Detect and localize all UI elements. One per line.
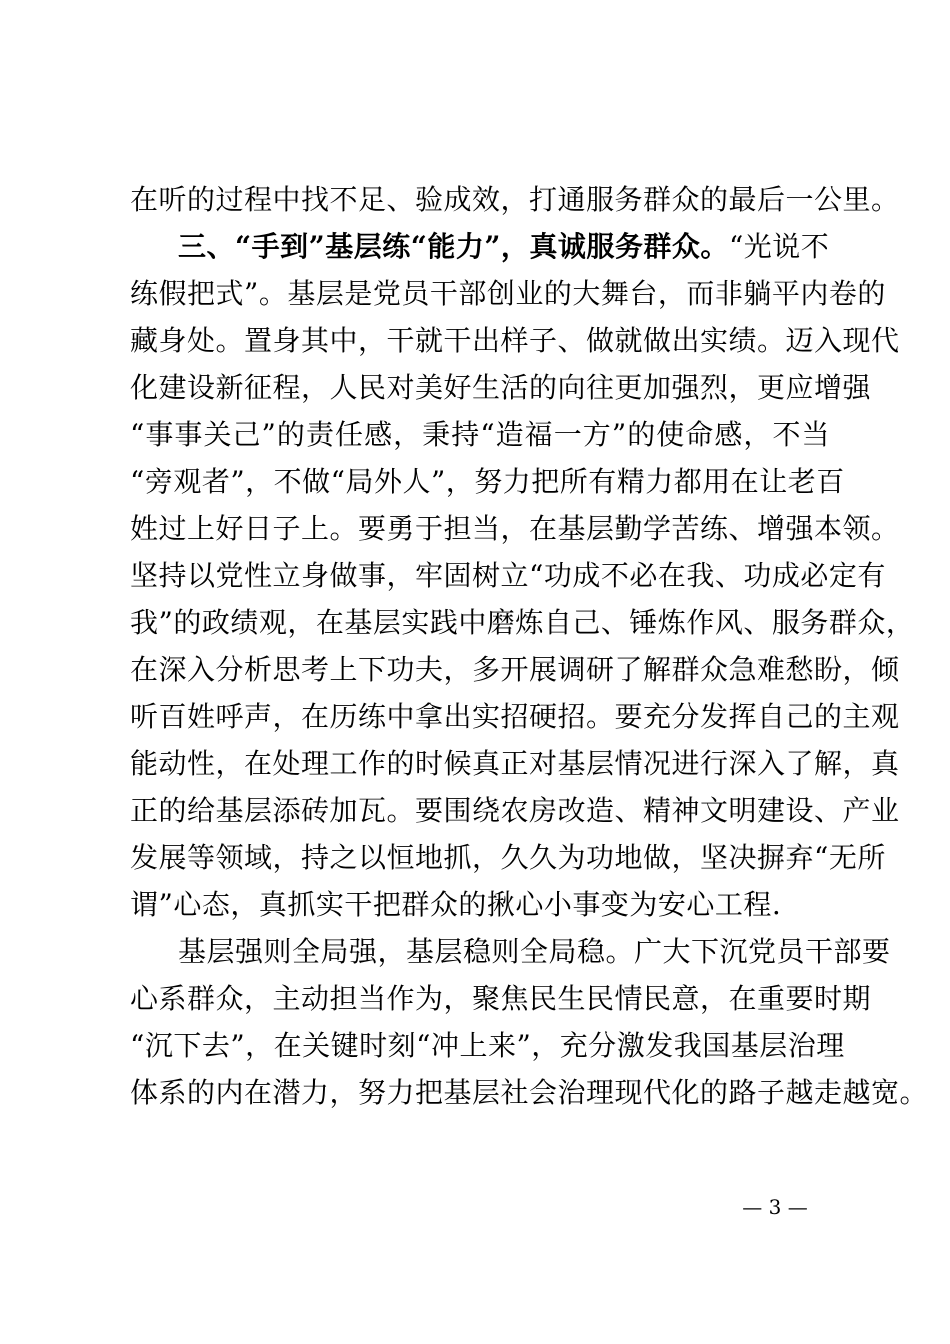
paragraph-2-line-6: “旁观者”，不做“局外人”，努力把所有精力都用在让老百 bbox=[130, 465, 845, 498]
paragraph-2-line-1 bbox=[178, 225, 830, 269]
paragraph-2-line-8: 坚持以党性立身做事，牢固树立“功成不必在我、功成必定有 bbox=[130, 559, 886, 592]
paragraph-2-line-1-rest: “光说不 bbox=[728, 230, 830, 263]
paragraph-2-line-14: 发展等领域，持之以恒地抓，久久为功地做，坚决摒弃“无所 bbox=[130, 841, 886, 874]
paragraph-2-line-15: 谓”心态，真抓实干把群众的揪心小事变为安心工程. bbox=[130, 888, 782, 921]
paragraph-3-line-3: “沉下去”，在关键时刻“冲上来”，充分激发我国基层治理 bbox=[130, 1029, 845, 1062]
paragraph-2-line-4: 化建设新征程，人民对美好生活的向往更加强烈，更应增强 bbox=[130, 371, 872, 404]
paragraph-2-line-11: 听百姓呼声，在历练中拿出实招硬招。要充分发挥自己的主观 bbox=[130, 700, 900, 733]
paragraph-3-line-2: 心系群众，主动担当作为，聚焦民生民情民意，在重要时期 bbox=[130, 982, 872, 1015]
paragraph-2-line-5: “事事关己”的责任感，秉持“造福一方”的使命感，不当 bbox=[130, 418, 830, 451]
paragraph-2-line-2: 练假把式”。基层是党员干部创业的大舞台，而非躺平内卷的 bbox=[130, 277, 886, 310]
paragraph-2-line-13: 正的给基层添砖加瓦。要围绕农房改造、精神文明建设、产业 bbox=[130, 794, 900, 827]
section-heading: 三、“手到”基层练“能力”，真诚服务群众。 bbox=[178, 230, 729, 263]
paragraph-2-line-3: 藏身处。置身其中，干就干出样子、做就做出实绩。迈入现代 bbox=[130, 324, 900, 357]
paragraph-3-line-1: 基层强则全局强，基层稳则全局稳。广大下沉党员干部要 bbox=[178, 935, 891, 968]
paragraph-3-line-4: 体系的内在潜力，努力把基层社会治理现代化的路子越走越宽。 bbox=[130, 1076, 929, 1109]
paragraph-1-line-1: 在听的过程中找不足、验成效，打通服务群众的最后一公里。 bbox=[130, 183, 900, 216]
paragraph-2-line-12: 能动性，在处理工作的时候真正对基层情况进行深入了解，真 bbox=[130, 747, 900, 780]
page-number: — 3 — bbox=[742, 1195, 808, 1219]
paragraph-2-line-9: 我”的政绩观，在基层实践中磨炼自己、锤炼作风、服务群众， bbox=[130, 606, 915, 639]
paragraph-2-line-7: 姓过上好日子上。要勇于担当，在基层勤学苦练、增强本领。 bbox=[130, 512, 900, 545]
paragraph-2-line-10: 在深入分析思考上下功夫，多开展调研了解群众急难愁盼，倾 bbox=[130, 653, 900, 686]
